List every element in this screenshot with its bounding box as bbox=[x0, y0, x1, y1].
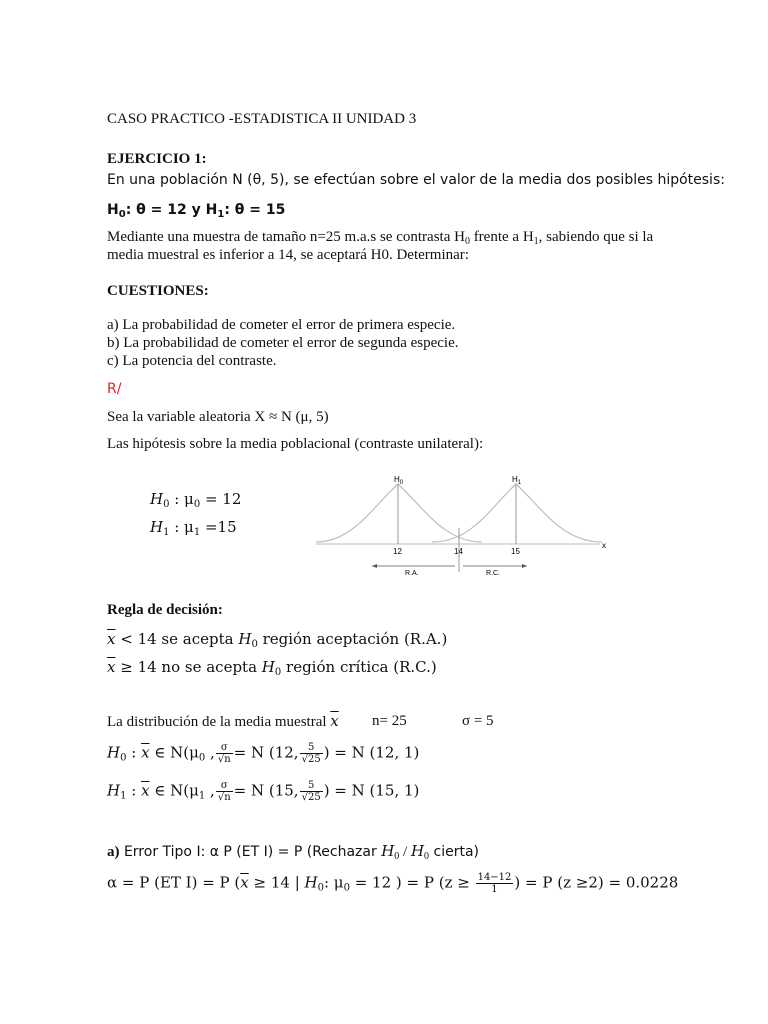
statement-line-1: Mediante una muestra de tamaño n=25 m.a.s se contrasta $H_0$ frente a $H_1$, sabiendo que si la bbox=[107, 229, 654, 247]
h0-distribution: $H_0$ : $\overline{x}$ ∈ $N(\mu_0$ , $\frac{\sigma}{√n}$ = N (12, $\frac{5}{√25}$ ) = N (12, 1) bbox=[107, 742, 420, 765]
h1-distribution: $H_1$ : $\overline{x}$ ∈ $N(\mu_1$ , $\frac{\sigma}{√n}$ = N (15, $\frac{5}{√25}$ ) = N (15, 1) bbox=[107, 780, 420, 803]
sigma-value: σ = 5 bbox=[462, 713, 494, 729]
document-title: CASO PRACTICO -ESTADISTICA II UNIDAD 3 bbox=[107, 111, 417, 127]
hypotheses-statement: $H_0$: θ = 12 y $H_1$: θ = 15 bbox=[107, 202, 286, 220]
region-rc-label: R.C. bbox=[486, 570, 500, 577]
questions-heading: CUESTIONES: bbox=[107, 283, 209, 299]
h0-density-curve bbox=[316, 484, 482, 542]
hypothesis-text: Las hipótesis sobre la media poblacional (contraste unilateral): bbox=[107, 436, 484, 452]
tick-15: 15 bbox=[511, 547, 520, 556]
tick-14: 14 bbox=[454, 547, 463, 556]
sample-size: n= 25 bbox=[372, 713, 407, 729]
decision-heading: Regla de decisión: bbox=[107, 602, 223, 618]
variable-text: Sea la variable aleatoria X ≈ N (μ, 5) bbox=[107, 409, 329, 425]
h1-hypothesis: $H_1$ : $\mu_1 =15$ bbox=[150, 518, 237, 538]
decision-rule-2: $\overline{x} \ge 14$ no se acepta $H_0$ región crítica (R.C.) bbox=[107, 658, 437, 678]
tick-12: 12 bbox=[393, 547, 402, 556]
question-c: c) La potencia del contraste. bbox=[107, 353, 277, 369]
h0-hypothesis: $H_0$ : $\mu_0 = 12$ bbox=[150, 490, 242, 510]
rc-arrowhead bbox=[522, 564, 527, 568]
label-h0: $H_0$ bbox=[394, 475, 404, 486]
distribution-text: La distribución de la media muestral $\overline{x}$ bbox=[107, 712, 339, 730]
exercise-heading: EJERCICIO 1: bbox=[107, 151, 207, 167]
exercise-intro: En una población N (θ, 5), se efectúan sobre el valor de la media dos posibles hipótesis: bbox=[107, 172, 725, 188]
question-a: a) La probabilidad de cometer el error de primera especie. bbox=[107, 317, 456, 333]
ra-arrowhead bbox=[372, 564, 377, 568]
label-h1: $H_1$ bbox=[512, 475, 522, 486]
error-type-1-heading: a) Error Tipo I: α P (ET I) = P (Rechazar $H_0 / H_0$ cierta) bbox=[107, 842, 479, 862]
axis-label-x: x bbox=[602, 541, 606, 550]
error-type-1-calculation: α = P (ET I) = P ($\overline{x} \ge 14$ | $H_0$: $\mu_0 = 12$ ) = P (z ≥ $\frac{14-12}{1}$ ) = P (z ≥2) = 0.0228 bbox=[107, 872, 679, 895]
region-ra-label: R.A. bbox=[405, 570, 419, 577]
h1-density-curve bbox=[432, 484, 602, 542]
question-b: b) La probabilidad de cometer el error de segunda especie. bbox=[107, 335, 459, 351]
decision-rule-1: $\overline{x} < 14$ se acepta $H_0$ región aceptación (R.A.) bbox=[107, 630, 448, 650]
statement-line-2: media muestral es inferior a 14, se aceptará H0. Determinar: bbox=[107, 247, 469, 263]
answer-marker: R/ bbox=[107, 381, 122, 397]
hypothesis-distribution-figure bbox=[312, 468, 617, 583]
